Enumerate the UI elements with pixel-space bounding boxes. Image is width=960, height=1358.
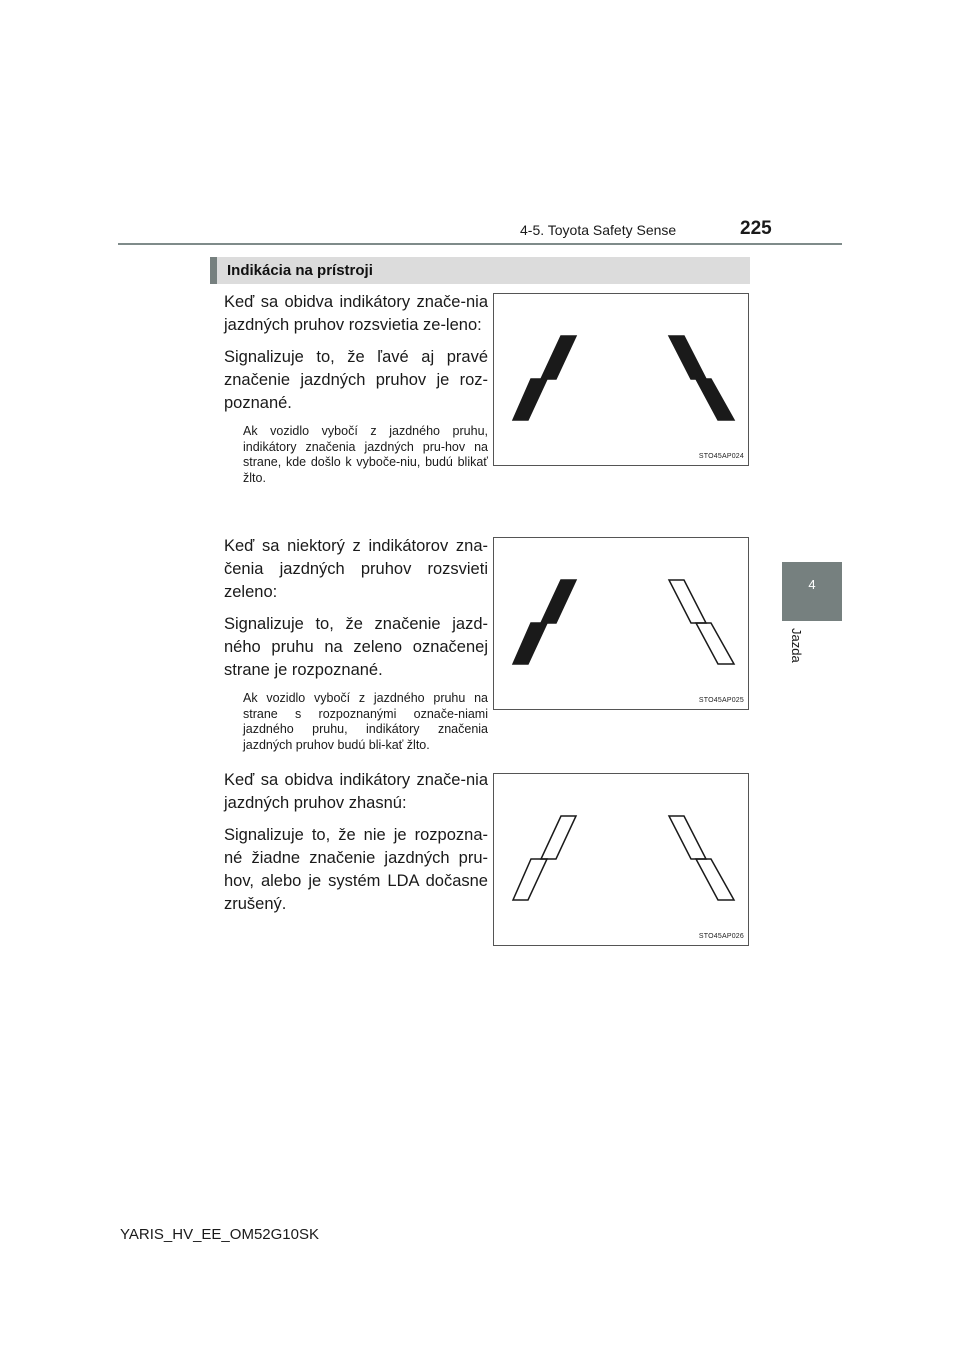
text-block-both-lit (224, 291, 488, 486)
text-block-none-lit (224, 769, 488, 925)
block-note: Ak vozidlo vybočí z jazdného pruhu na strane s rozpoznanými označe-niami jazdného pruhu, indikátory značenia jazdných pruhov budú bli-kať žlto. (243, 691, 488, 752)
page-number: 225 (740, 218, 772, 239)
right-lane-marker-upper (669, 816, 706, 859)
block-condition: Keď sa obidva indikátory znače-nia jazdných pruhov zhasnú: (224, 771, 488, 812)
left-lane-marker-lower (513, 859, 547, 900)
left-lane-marker-upper (541, 816, 576, 859)
figure-lanes-one-lit (493, 537, 749, 710)
left-lane-marker-upper (541, 580, 576, 623)
lane-indicator-illustration (494, 294, 750, 467)
figure-label: STO45AP025 (698, 697, 744, 704)
document-code: YARIS_HV_EE_OM52G10SK (120, 1226, 319, 1243)
lane-indicator-illustration (494, 774, 750, 947)
left-lane-marker-upper (541, 336, 576, 379)
figure-lanes-none-lit (493, 773, 749, 946)
chapter-label: Jazda (789, 628, 804, 663)
block-note: Ak vozidlo vybočí z jazdného pruhu, indikátory značenia jazdných pru-hov na strane, kde došlo k vyboče-niu, budú blikať žlto. (243, 424, 488, 485)
block-condition: Keď sa obidva indikátory znače-nia jazdných pruhov rozsvietia ze-leno: (224, 293, 488, 334)
right-lane-marker-lower (696, 623, 734, 664)
lane-indicator-illustration (494, 538, 750, 711)
text-block-one-lit (224, 535, 488, 753)
header-divider (118, 243, 842, 245)
header-section-title: 4-5. Toyota Safety Sense (520, 222, 677, 238)
section-title: Indikácia na prístroji (210, 257, 750, 284)
figure-lanes-both-lit (493, 293, 749, 466)
right-lane-marker-upper (669, 336, 706, 379)
left-lane-marker-lower (513, 623, 547, 664)
right-lane-marker-lower (696, 859, 734, 900)
block-condition: Keď sa niektorý z indikátorov zna-čenia jazdných pruhov rozsvieti zeleno: (224, 537, 488, 601)
block-meaning: Signalizuje to, že značenie jazd-ného pruhu na zeleno označenej strane je rozpoznané. (224, 615, 488, 679)
figure-label: STO45AP026 (698, 933, 744, 940)
left-lane-marker-lower (513, 379, 547, 420)
right-lane-marker-upper (669, 580, 706, 623)
right-lane-marker-lower (696, 379, 734, 420)
figure-label: STO45AP024 (698, 453, 744, 460)
chapter-tab: 4 (782, 562, 842, 621)
block-meaning: Signalizuje to, že ľavé aj pravé značenie jazdných pruhov je roz-poznané. (224, 348, 488, 412)
block-meaning: Signalizuje to, že nie je rozpozna-né žiadne značenie jazdných pru-hov, alebo je systém LDA dočasne zrušený. (224, 826, 488, 913)
